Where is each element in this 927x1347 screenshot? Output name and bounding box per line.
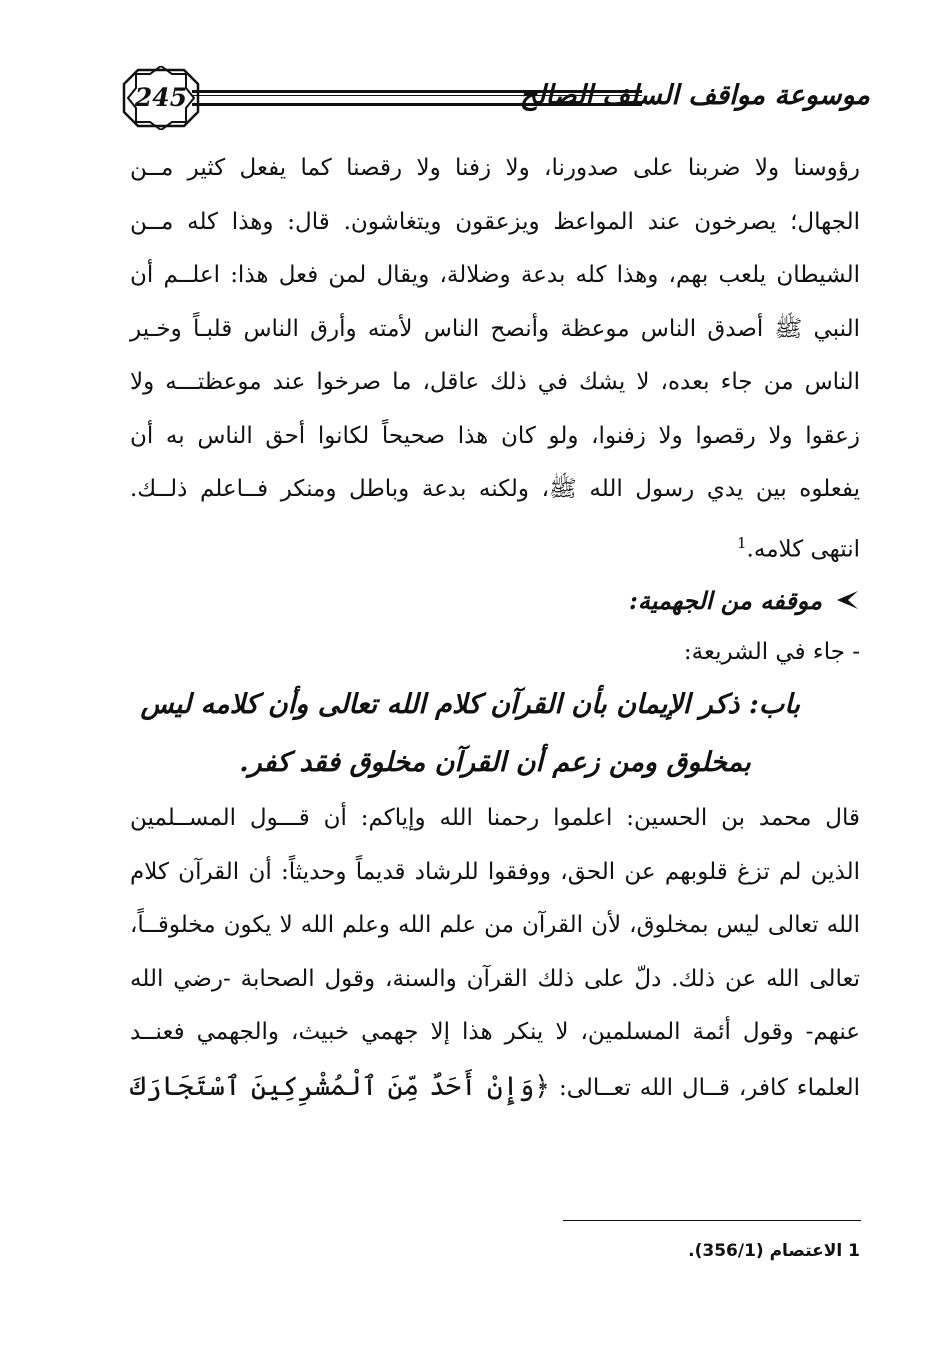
page-number: 245: [134, 83, 188, 112]
section-heading: [130, 572, 860, 628]
closing-line: [130, 517, 860, 571]
running-title: موسوعة مواقف السلف الصالح: [519, 80, 870, 111]
footnote-number: 1: [848, 1241, 860, 1261]
quran-verse: ﴿وَإِنْ أَحَدٌ مِّنَ ٱلْمُشْرِكِينَ ٱسْتَجَارَكَ: [130, 1070, 551, 1102]
page-header: [120, 66, 870, 130]
body-line: زعقوا ولا رقصوا ولا زفنوا، ولو كان هذا صحيحاً لكانوا أحق الناس به أن: [130, 422, 860, 449]
body-line: تعالى الله عن ذلك. دلّ على ذلك القرآن والسنة، وقول الصحابة -رضي الله: [130, 965, 860, 992]
body-line: قال محمد بن الحسين: اعلموا رحمنا الله وإياكم: أن قـــول المســلمين: [130, 805, 861, 831]
chapter-heading-line: باب: ذكر الإيمان بأن القرآن كلام الله تعالى وأن كلامه ليس: [140, 689, 800, 720]
arrowhead-icon: [834, 589, 860, 611]
body-line: يفعلوه بين يدي رسول الله ﷺ، ولكنه بدعة وباطل ومنكر فــاعلم ذلــك.: [130, 476, 860, 502]
footnote-reference: 1: [737, 533, 747, 552]
footnote: [540, 1238, 860, 1264]
body-line: النبي ﷺ أصدق الناس موعظة وأنصح الناس لأمته وأرق الناس قلبـاً وخـير: [130, 315, 860, 342]
footnote-separator: [563, 1220, 861, 1221]
body-line: الشيطان يلعب بهم، وهذا كله بدعة وضلالة، ويقال لمن فعل هذا: اعلــم أن: [130, 262, 860, 288]
body-line: الناس من جاء بعده، لا يشك في ذلك عاقل، ما صرخوا عند موعظتـــه ولا: [130, 369, 860, 395]
page-number-badge: [120, 66, 202, 130]
closing-text: انتهى كلامه.: [746, 536, 860, 563]
footnote-text: الاعتصام (356/1).: [688, 1241, 843, 1261]
body-line: الجهال؛ يصرخون عند المواعظ ويزعقون ويتغاشون. قال: وهذا كله مــن: [130, 208, 860, 235]
body-line: عنهم- وقول أئمة المسلمين، لا ينكر هذا إلا جهمي خبيث، والجهمي فعنــد: [130, 1019, 860, 1045]
body-line-last: [130, 1060, 860, 1114]
chapter-heading: [130, 676, 860, 792]
source-line: - جاء في الشريعة:: [683, 639, 860, 665]
body-line: رؤوسنا ولا ضربنا على صدورنا، ولا زفنا ولا رقصنا كما يفعل كثير مــن: [130, 155, 860, 181]
body-line: الله تعالى ليس بمخلوق، لأن القرآن من علم الله وعلم الله لا يكون مخلوقــاً،: [130, 912, 860, 938]
body-line: الذين لم تزغ قلوبهم عن الحق، ووفقوا للرشاد قديماً وحديثاً: أن القرآن كلام: [130, 858, 860, 885]
page-body: [130, 142, 860, 1113]
last-line-prefix: العلماء كافر، قــال الله تعــالى:: [558, 1074, 861, 1101]
subheading: موقفه من الجهمية:: [629, 585, 822, 615]
chapter-heading-line: بمخلوق ومن زعم أن القرآن مخلوق فقد كفر.: [239, 747, 751, 778]
